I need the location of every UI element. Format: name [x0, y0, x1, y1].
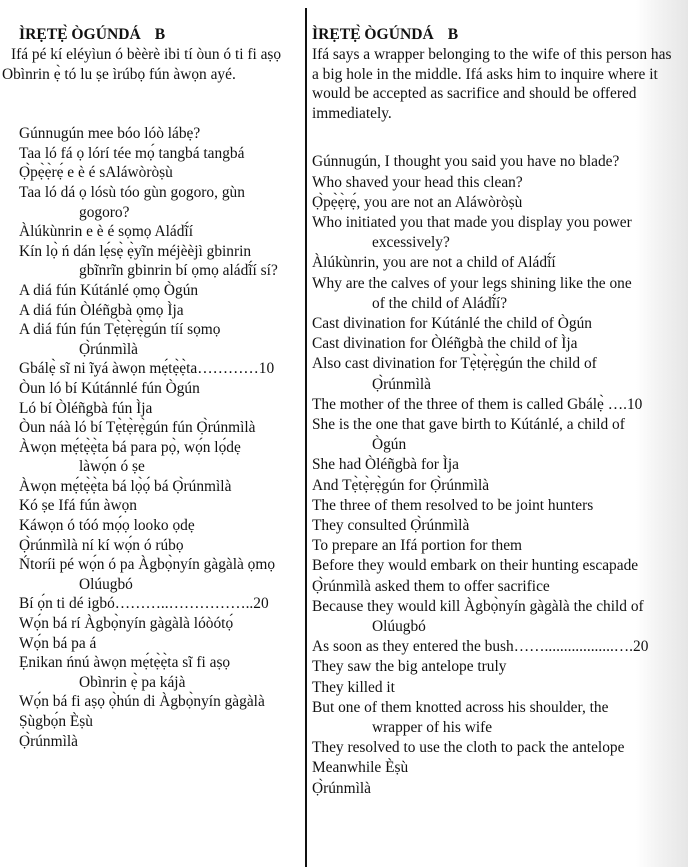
- english-title-suffix: B: [447, 26, 459, 43]
- verse-text: Àlúkùnrin e è é sọmọ Aládĩ́í: [19, 223, 193, 241]
- verse-text: As soon as they entered the bush……..................….20: [312, 638, 649, 656]
- verse-line: [19, 320, 302, 359]
- verse-text: Cast divination for Kútánlé the child of Ògún: [312, 315, 592, 332]
- verse-line: [312, 536, 674, 556]
- verse-line: [19, 496, 302, 516]
- verse-text: Ló bí Òléñgbà fún Ìja: [19, 399, 153, 417]
- verse-line: [312, 516, 674, 536]
- verse-text: Kín lọ̀ ń dán lẹ́sẹ̀ ẹ̀yĩn méjèèjì gbinrin: [19, 242, 252, 260]
- verse-line: [312, 476, 674, 496]
- verse-text: They consulted Ọ̀rúnmìlà: [312, 517, 470, 535]
- verse-line: [19, 124, 302, 144]
- verse-line: [19, 555, 302, 594]
- verse-text: Taa ló fá ọ lórí tée mọ́ tangbá tangbá: [19, 144, 245, 162]
- verse-text: Who initiated you that made you display you power: [312, 213, 632, 231]
- verse-text: Because they would kill Àgbọ̀nyín gàgàlà the child of: [312, 597, 644, 615]
- verse-line: [19, 301, 302, 321]
- verse-continuation: Ọ̀rúnmìlà: [79, 340, 138, 358]
- verse-line: [19, 712, 302, 732]
- verse-text: Ọ̀rúnmìlà asked them to offer sacrifice: [312, 577, 550, 595]
- verse-line: [312, 173, 674, 193]
- verse-line: [312, 637, 674, 657]
- english-title-text: ÌRẸTẸ̀ ÒGÚNDÁ: [312, 26, 434, 43]
- verse-continuation: Ọ̀rúnmìlà: [372, 375, 431, 393]
- verse-line: [312, 455, 674, 475]
- verse-continuation: wrapper of his wife: [372, 719, 493, 737]
- verse-text: Who shaved your head this clean?: [312, 173, 523, 191]
- verse-line: [19, 634, 302, 654]
- verse-line: [19, 183, 302, 222]
- yoruba-title: [19, 25, 302, 45]
- verse-line: [19, 477, 302, 497]
- verse-text: Also cast divination for Tẹ̀tẹ̀rẹ̀gún the child of: [312, 355, 597, 373]
- verse-line: [312, 657, 674, 677]
- yoruba-intro: Ifá pé kí eléyìun ó bèèrè ibi tí òun ó ti fi aṣọ Obìnrin ẹ̀ tó lu ṣe ìrúbọ fún àwọn ayé.: [2, 46, 282, 83]
- verse-text: Káwọn ó tóó mọ́ọ looko ọdẹ: [19, 517, 195, 535]
- verse-line: [19, 242, 302, 281]
- verse-text: Òun náà ló bí Tẹ̀tẹ̀rẹ̀gún fún Ọ̀rúnmìlà: [19, 419, 256, 437]
- verse-line: [19, 222, 302, 242]
- verse-text: But one of them knotted across his shoulder, the: [312, 698, 609, 716]
- verse-text: Wọ́n bá rí Àgbọ̀nyín gàgàlà lóòótọ́: [19, 615, 234, 633]
- verse-text: Ńtoríi pé wọ́n ó pa Àgbọ̀nyín gàgàlà ọmọ: [19, 556, 276, 574]
- verse-line: [19, 516, 302, 536]
- verse-line: [312, 415, 674, 455]
- verse-line: [19, 732, 302, 752]
- verse-continuation: gbĩnrĩn gbinrin bí ọmọ aládĩ́í sí?: [79, 262, 278, 280]
- verse-continuation: excessively?: [372, 234, 450, 252]
- verse-text: A diá fún fún Tẹ̀tẹ̀rẹ̀gún tíí sọmọ: [19, 321, 221, 339]
- verse-text: Gúnnugún, I thought you said you have no blade?: [312, 153, 620, 171]
- verse-text: Bí ọ́n ti dé igbó………..……………..20: [19, 595, 269, 613]
- verse-line: [312, 274, 674, 314]
- verse-line: [312, 779, 674, 799]
- verse-text: Ọ̀rúnmìlà: [19, 732, 78, 750]
- verse-line: [312, 738, 674, 758]
- verse-text: Before they would embark on their hunting escapade: [312, 557, 639, 575]
- verse-text: Òun ló bí Kútánnlé fún Ògún: [19, 379, 200, 397]
- verse-text: To prepare an Ifá portion for them: [312, 537, 523, 555]
- verse-text: She had Òléñgbà for Ìja: [312, 456, 460, 474]
- yoruba-title-text: ÌRẸTẸ̀ ÒGÚNDÁ: [19, 26, 141, 43]
- verse-continuation: Obìnrin ẹ̀ pa kájà: [79, 673, 186, 691]
- verse-text: She is the one that gave birth to Kútánlé, a child of: [312, 416, 625, 434]
- verse-line: [312, 213, 674, 253]
- verse-text: Ọ̀rúnmìlà ní kí wọ́n ó rúbọ: [19, 536, 184, 554]
- verse-line: [312, 193, 674, 213]
- verse-text: They resolved to use the cloth to pack the antelope: [312, 739, 625, 757]
- verse-text: Gúnnugún mee bóo lóò lábẹ?: [19, 125, 201, 143]
- verse-line: [19, 163, 302, 183]
- verse-line: [19, 653, 302, 692]
- verse-line: [19, 399, 302, 419]
- verse-text: Meanwhile Èṣù: [312, 759, 409, 777]
- verse-line: [312, 758, 674, 778]
- verse-line: [19, 692, 302, 712]
- verse-text: Gbálẹ̀ sĩ ni ĩyá àwọn mẹ́tẹ̀ẹ̀ta…………10: [19, 360, 275, 378]
- verse-text: Why are the calves of your legs shining like the one: [312, 274, 632, 292]
- verse-line: [312, 556, 674, 576]
- verse-line: [19, 438, 302, 477]
- verse-text: They saw the big antelope truly: [312, 658, 507, 676]
- verse-line: [19, 594, 302, 614]
- verse-line: [19, 144, 302, 164]
- yoruba-verses: [19, 124, 302, 751]
- yoruba-title-suffix: B: [154, 26, 166, 43]
- verse-line: [312, 678, 674, 698]
- verse-line: [19, 379, 302, 399]
- verse-text: Àlúkùnrin, you are not a child of Aládĩ́í: [312, 254, 556, 272]
- verse-line: [312, 597, 674, 637]
- verse-text: Taa ló dá ọ lósù tóo gùn gogoro, gùn: [19, 183, 245, 201]
- verse-text: Wọ́n bá pa á: [19, 634, 97, 652]
- verse-continuation: Olúugbó: [372, 618, 426, 636]
- verse-line: [312, 152, 674, 172]
- verse-continuation: Ògún: [372, 436, 407, 454]
- verse-text: Ọ̀rúnmìlà: [312, 779, 371, 797]
- verse-text: Cast divination for Òléñgbà the child of Ìja: [312, 335, 578, 353]
- english-title: [312, 25, 674, 45]
- verse-text: A diá fún Òléñgbà ọmọ Ìja: [19, 301, 184, 319]
- verse-text: And Tẹ̀tẹ̀rẹ̀gún for Ọ̀rúnmìlà: [312, 476, 490, 494]
- column-divider: [305, 8, 307, 867]
- verse-text: Ẹnikan ńnú àwọn mẹ́tẹ̀ẹ̀ta sĩ fi aṣọ: [19, 654, 231, 672]
- verse-text: Wọ́n bá fi aṣọ ọ̀hún di Àgbọ̀nyín gàgàlà: [19, 693, 265, 711]
- verse-text: They killed it: [312, 678, 395, 696]
- verse-line: [19, 536, 302, 556]
- verse-line: [312, 395, 674, 415]
- verse-text: Ọ̀pẹ̀ẹ̀rẹ́ e è é sAláwòròṣù: [19, 164, 173, 182]
- verse-text: A diá fún Kútánlé ọmọ Ògún: [19, 281, 199, 299]
- verse-text: The mother of the three of them is called Gbálẹ̀ ….10: [312, 395, 643, 413]
- verse-text: Kó ṣe Ifá fún àwọn: [19, 497, 137, 515]
- verse-line: [312, 334, 674, 354]
- english-verses: [312, 152, 674, 799]
- verse-continuation: of the child of Aládĩ́í?: [372, 294, 508, 312]
- verse-line: [312, 354, 674, 394]
- verse-continuation: Olúugbó: [79, 575, 133, 593]
- verse-line: [312, 577, 674, 597]
- verse-continuation: làwọ́n ó ṣe: [79, 458, 145, 476]
- verse-line: [312, 314, 674, 334]
- verse-line: [19, 418, 302, 438]
- verse-text: Ọ̀pẹ̀ẹ̀rẹ́, you are not an Aláwòròṣù: [312, 193, 523, 211]
- verse-line: [312, 698, 674, 738]
- verse-text: Ṣùgbọ́n Èṣù: [19, 713, 93, 730]
- verse-text: Àwọn mẹ́tẹ̀ẹ̀ta bá para pọ̀, wọ́n lọ́dẹ: [19, 438, 241, 456]
- verse-line: [312, 253, 674, 273]
- yoruba-column: [2, 25, 302, 751]
- verse-text: The three of them resolved to be joint hunters: [312, 496, 594, 514]
- english-intro: Ifá says a wrapper belonging to the wife of this person has a big hole in the middle. Ifá asks him to inquire where it would be accepted as sacrifice and should be offered immediately.: [312, 46, 672, 122]
- verse-line: [19, 359, 302, 379]
- verse-line: [312, 496, 674, 516]
- verse-line: [19, 281, 302, 301]
- verse-line: [19, 614, 302, 634]
- verse-continuation: gogoro?: [79, 203, 130, 221]
- verse-text: Àwọn mẹ́tẹ̀ẹ̀ta bá lọ̀ọ́ bá Ọ̀rúnmìlà: [19, 477, 232, 495]
- english-column: [312, 25, 674, 799]
